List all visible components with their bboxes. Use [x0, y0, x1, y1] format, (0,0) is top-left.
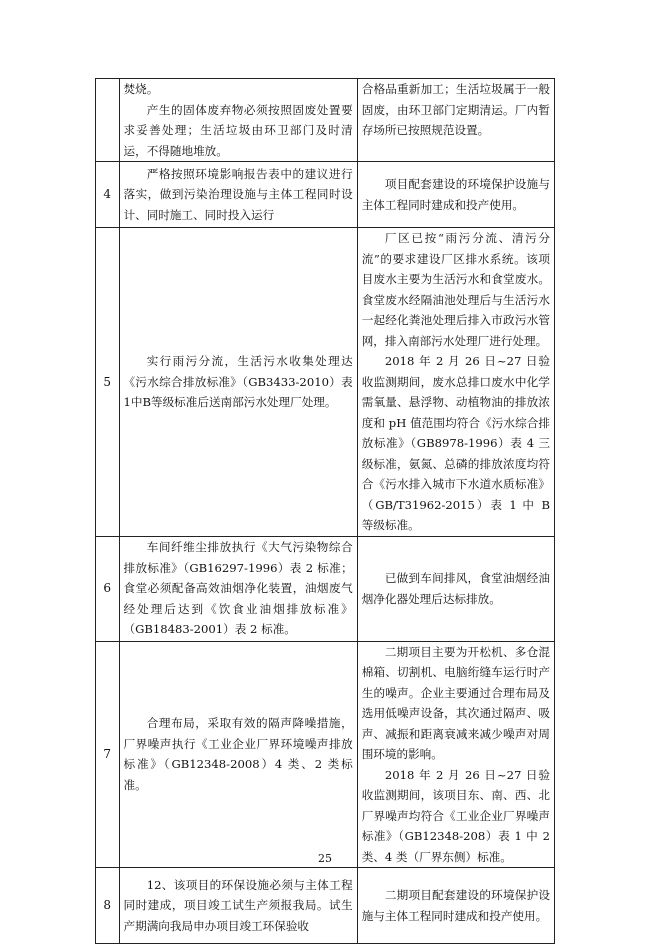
- table-row: [96, 162, 555, 228]
- implementation-cell: [357, 228, 554, 537]
- requirement-cell: [119, 536, 357, 641]
- requirement-text: 严格按照环境影响报告表中的建议进行落实，做到污染治理设施与主体工程同时设计、同时施工、同时投入运行: [123, 166, 353, 222]
- table-row: [96, 79, 555, 162]
- implementation-text: 项目配套建设的环境保护设施与主体工程同时建成和投产使用。: [361, 177, 550, 212]
- requirement-cell: [119, 641, 357, 868]
- requirement-text: 焚烧。: [123, 82, 159, 96]
- row-number: 8: [96, 868, 120, 944]
- requirement-cell: [119, 228, 357, 537]
- requirement-text: 12、该项目的环保设施必须与主体工程同时建成，项目竣工试生产须报我局。试生产期满向我局申办项目竣工环保验收: [123, 877, 353, 933]
- implementation-text: 二期项目主要为开松机、多仓混棉箱、切割机、电脑绗缝车运行时产生的噪声。企业主要通过合理布局及选用低噪声设备，其次通过隔声、吸声、减振和距离衰减来减少噪声对周围环境的影响。: [361, 644, 550, 761]
- implementation-text: 二期项目配套建设的环境保护设施与主体工程同时建成和投产使用。: [361, 888, 550, 923]
- row-number: 7: [96, 641, 120, 868]
- implementation-text: 2018 年 2 月 26 日~27 日验收监测期间，废水总排口废水中化学需氧量、悬浮物、动植物油的排放浓度和 pH 值范围均符合《污水综合排放标准》（GB8978-1996）表 4 三级标准，氨氮、总磷的排放浓度均符合《污水排入城市下水道水质标准》（GB/T31962-2015）表 1 中 B 等级标准。: [361, 354, 550, 532]
- table-row: [96, 536, 555, 641]
- row-number: 5: [96, 228, 120, 537]
- implementation-text: 合格品重新加工；生活垃圾属于一般固废，由环卫部门定期清运。厂内暂存场所已按照规范设置。: [361, 82, 550, 137]
- requirement-cell: [119, 79, 357, 162]
- table-row: [96, 228, 555, 537]
- implementation-cell: [357, 162, 554, 228]
- table-row: [96, 641, 555, 868]
- page-number: 25: [318, 852, 332, 865]
- implementation-cell: [357, 536, 554, 641]
- row-number: [96, 79, 120, 162]
- table-row: [96, 868, 555, 944]
- implementation-cell: [357, 868, 554, 944]
- requirement-text: 实行雨污分流，生活污水收集处理达《污水综合排放标准》（GB3433-2010）表1中B等级标准后送南部污水处理厂处理。: [123, 354, 353, 409]
- requirement-text: 合理布局，采取有效的隔声降噪措施，厂界噪声执行《工业企业厂界环境噪声排放标准》（GB12348-2008）4 类、2 类标准。: [123, 716, 353, 792]
- requirement-text: 产生的固体废弃物必须按照固废处置要求妥善处理；生活垃圾由环卫部门及时清运，不得随地堆放。: [123, 102, 353, 158]
- implementation-text: 已做到车间排风，食堂油烟经油烟净化器处理后达标排放。: [361, 571, 550, 606]
- row-number: 6: [96, 536, 120, 641]
- implementation-cell: [357, 641, 554, 868]
- requirement-text: 车间纤维尘排放执行《大气污染物综合排放标准》（GB16297-1996）表 2 标准；食堂必须配备高效油烟净化装置，油烟废气经处理后达到《饮食业油烟排放标准》（GB18483-2001）表 2 标准。: [123, 540, 353, 637]
- requirement-cell: [119, 162, 357, 228]
- measures-table: [95, 78, 555, 944]
- implementation-text: 2018 年 2 月 26 日~27 日验收监测期间，该项目东、南、西、北厂界噪声均符合《工业企业厂界噪声标准》（GB12348-208）表 1 中 2 类、4 类（厂界东侧）标准。: [361, 767, 550, 864]
- implementation-cell: [357, 79, 554, 162]
- implementation-text: 厂区已按“雨污分流、清污分流”的要求建设厂区排水系统。该项目废水主要为生活污水和食堂废水。食堂废水经隔油池处理后与生活污水一起经化粪池处理后排入市政污水管网，排入南部污水处理厂进行处理。: [361, 231, 550, 348]
- row-number: 4: [96, 162, 120, 228]
- requirement-cell: [119, 868, 357, 944]
